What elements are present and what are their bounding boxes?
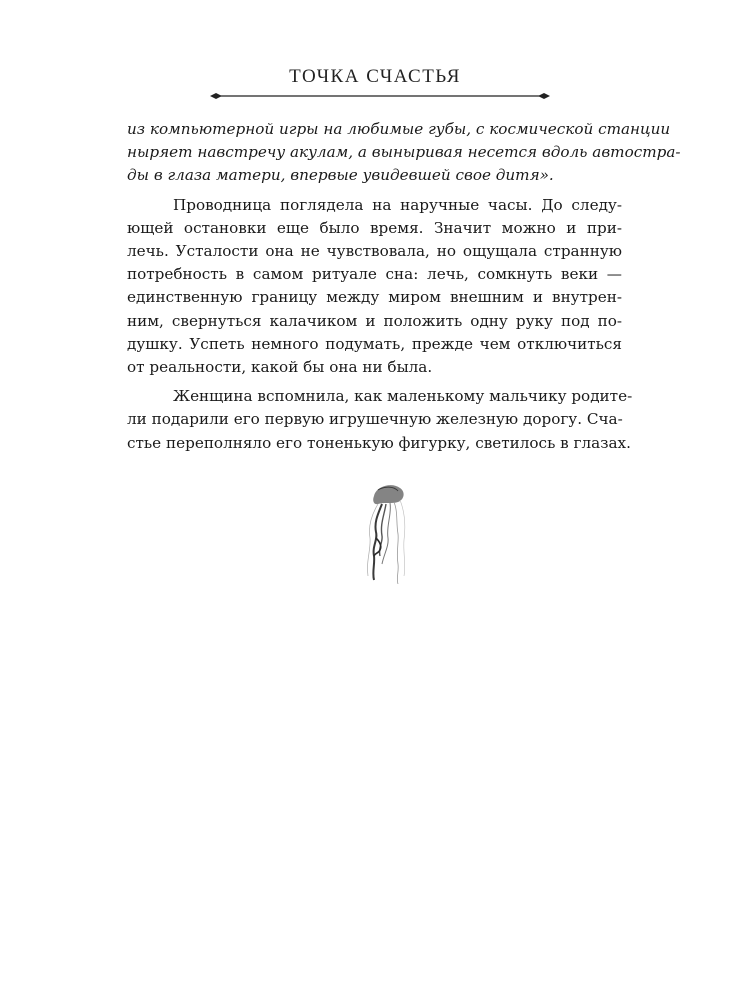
paragraph-line: ющей остановки еще было время. Значит можно и при-	[127, 218, 622, 237]
ornamental-rule	[210, 90, 550, 102]
quote-line: ды в глаза матери, впервые увидевшей свое дитя».	[127, 166, 554, 185]
paragraph-line: ли подарили его первую игрушечную железную дорогу. Сча-	[127, 410, 623, 429]
paragraph-line: Женщина вспомнила, как маленькому мальчику родите-	[173, 387, 633, 406]
paragraph-line: единственную границу между миром внешним и внутрен-	[127, 288, 622, 307]
quote-line: ныряет навстречу акулам, а выныривая несется вдоль автостра-	[127, 143, 681, 162]
quote-block	[127, 118, 681, 188]
paragraph-line: лечь. Усталости она не чувствовала, но ощущала странную	[127, 242, 622, 261]
paragraph-line: от реальности, какой бы она ни была.	[127, 358, 433, 377]
paragraph-line: стье переполняло его тоненькую фигурку, светилось в глазах.	[127, 433, 631, 452]
paragraph-line: потребность в самом ритуале сна: лечь, сомкнуть веки —	[127, 265, 622, 284]
paragraph-line: душку. Успеть немного подумать, прежде чем отключиться	[127, 334, 622, 353]
quote-line: из компьютерной игры на любимые губы, с космической станции	[127, 120, 671, 138]
body-text	[127, 118, 681, 455]
running-head-title: ТОЧКА СЧАСТЬЯ	[289, 66, 461, 87]
paragraph	[127, 194, 622, 380]
paragraph-line: Проводница поглядела на наручные часы. До следу-	[173, 195, 622, 214]
jellyfish-icon	[352, 480, 414, 584]
paragraph-line: ним, свернуться калачиком и положить одну руку под по-	[127, 311, 622, 330]
paragraph	[127, 385, 633, 455]
